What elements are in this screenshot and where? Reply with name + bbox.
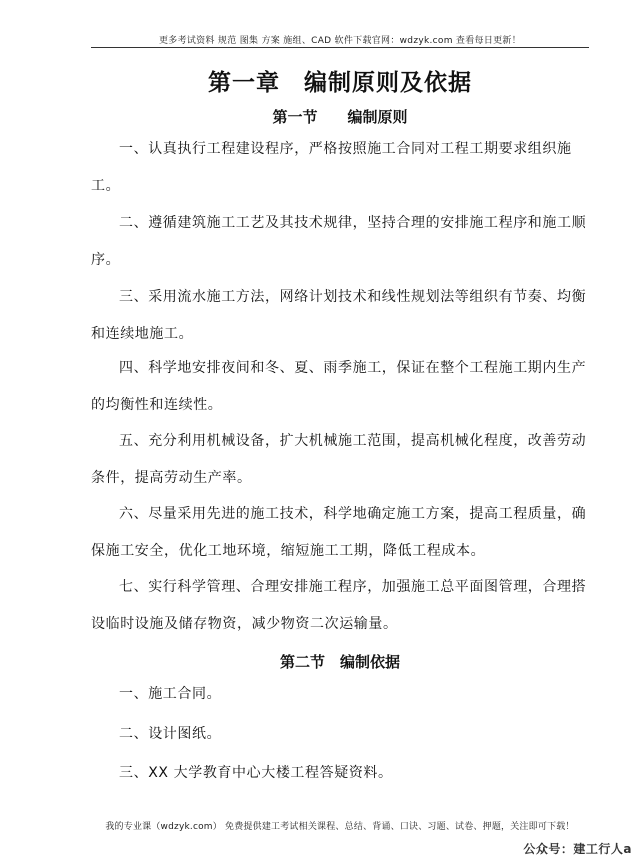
principle-paragraph-2: 二、遵循建筑施工工艺及其技术规律，坚持合理的安排施工程序和施工顺序。	[91, 215, 587, 268]
basis-paragraph-1: 一、施工合同。	[119, 686, 222, 702]
basis-paragraph-2: 二、设计图纸。	[119, 726, 222, 742]
principle-paragraph-3: 三、采用流水施工方法，网络计划技术和线性规划法等组织有节奏、均衡和连续地施工。	[91, 289, 587, 342]
principle-paragraph-1: 一、认真执行工程建设程序，严格按照施工合同对工程工期要求组织施工。	[91, 141, 572, 194]
principle-paragraph-7: 七、实行科学管理、合理安排施工程序，加强施工总平面图管理，合理搭设临时设施及储存物资，减少物资二次运输量。	[91, 579, 587, 632]
section-title-principles: 第一节 编制原则	[272, 108, 408, 126]
page-footer-text: 我的专业课（wdzyk.com） 免费提供建工考试相关课程、总结、背诵、口诀、习题、试卷、押题，关注即可下载！	[105, 822, 575, 832]
page-header-text: 更多考试资料 规范 图集 方案 施组、CAD 软件下载官网：wdzyk.com 查看每日更新！	[158, 36, 522, 46]
wechat-watermark: 公众号：建工行人a	[523, 842, 632, 856]
principle-paragraph-5: 五、充分利用机械设备，扩大机械施工范围，提高机械化程度，改善劳动条件，提高劳动生产率。	[91, 433, 587, 486]
section-title-basis: 第二节 编制依据	[279, 653, 400, 671]
chapter-title: 第一章 编制原则及依据	[208, 70, 472, 96]
basis-paragraph-3: 三、XX 大学教育中心大楼工程答疑资料。	[119, 765, 393, 781]
header-divider	[91, 47, 589, 48]
principle-paragraph-6: 六、尽量采用先进的施工技术，科学地确定施工方案，提高工程质量，确保施工安全，优化工地环境，缩短施工工期，降低工程成本。	[91, 506, 587, 559]
principle-paragraph-4: 四、科学地安排夜间和冬、夏、雨季施工，保证在整个工程施工期内生产的均衡性和连续性。	[91, 360, 587, 413]
